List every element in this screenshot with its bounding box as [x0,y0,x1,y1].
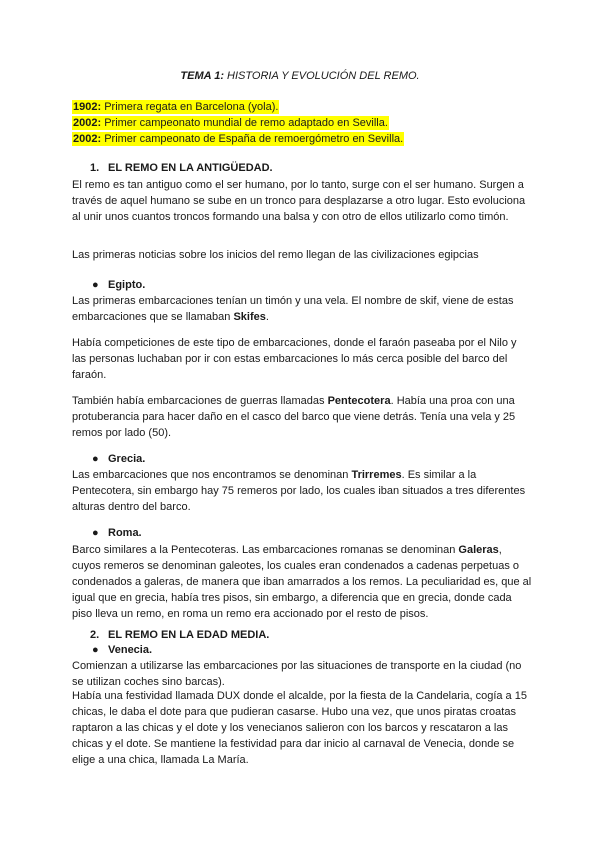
bullet-heading [92,527,142,539]
text-run: . Había una proa con una protuberancia para hacer daño en el casco del barco que viene detrás. Tenía una vela y 25 remos por lado (50). [72,395,516,439]
text-run: También había embarcaciones de guerras llamadas [72,395,328,407]
section-heading [90,629,269,641]
highlight-year: 2002: [73,133,102,145]
document-title [0,70,600,82]
title-text: HISTORIA Y EVOLUCIÓN DEL REMO. [223,70,420,82]
highlight-text: Primer campeonato mundial de remo adaptado en Sevilla. [101,117,388,129]
paragraph: Las primeras noticias sobre los inicios del remo llegan de las civilizaciones egipcias [72,249,479,261]
section-title: EL REMO EN LA EDAD MEDIA. [108,629,270,641]
bullet-title: Venecia. [108,644,153,656]
bold-term: Trirremes [351,469,402,481]
highlight-year: 2002: [73,117,102,129]
section-heading [90,162,273,174]
bullet-title: Grecia. [108,453,146,465]
paragraph [72,293,532,325]
bullet-title: Egipto. [108,279,146,291]
bullet-icon: ● [92,453,99,465]
section-title: EL REMO EN LA ANTIGÜEDAD. [108,162,273,174]
bold-term: Pentecotera [327,395,391,407]
paragraph [72,467,532,515]
bullet-icon: ● [92,527,99,539]
bullet-icon: ● [92,279,99,291]
paragraph: Comienzan a utilizarse las embarcaciones por las situaciones de transporte en la ciudad (no se utilizan coches sino barcas). [72,660,522,688]
highlight-year: 1902: [73,101,102,113]
highlight-line [72,132,404,146]
highlight-text: Primera regata en Barcelona (yola). [101,101,279,113]
highlight-line [72,100,279,114]
bullet-heading [92,279,145,291]
title-prefix: TEMA 1: [180,70,224,82]
bold-term: Skifes [233,311,266,323]
paragraph: Había una festividad llamada DUX donde el alcalde, por la fiesta de la Candelaria, cogía a 15 chicas, le daba el dote para que pudieran casarse. Hubo una vez, que unos piratas croatas raptaron a las chicas y el dote y los venecianos salieron con los barcos y rescataron a las chicas y el dote. Se mantiene la festividad para dar inicio al carnaval de Venecia, donde se elige a una chica, llamada La María. [72,690,527,766]
bullet-heading [92,453,145,465]
text-run: . [265,311,269,323]
text-run: Barco similares a la Pentecoteras. Las embarcaciones romanas se denominan [72,544,459,556]
paragraph [72,393,532,441]
paragraph: Había competiciones de este tipo de embarcaciones, donde el faraón paseaba por el Nilo y las personas luchaban por ir con estas embarcaciones lo más cerca posible del barco del faraón. [72,337,517,381]
bullet-heading [92,644,152,656]
bold-term: Galeras [458,544,499,556]
text-run: Las embarcaciones que nos encontramos se denominan [72,469,352,481]
paragraph: El remo es tan antiguo como el ser humano, por lo tanto, surge con el ser humano. Surgen a través de aquel humano se sube en un tronco para desplazarse a otro lugar. Esto evoluciona al unir unos cuantos troncos formando una balsa y con otro de ellos utilizarlo como timón. [72,179,526,223]
text-run: . Es similar a la Pentecotera, sin embargo hay 75 remeros por lado, los cuales iban situados a tres diferentes alturas dentro del barco. [72,469,526,513]
bullet-title: Roma. [108,527,142,539]
text-run: Las primeras embarcaciones tenían un timón y una vela. El nombre de skif, viene de estas embarcaciones que se llamaban [72,295,514,323]
text-run: , cuyos remeros se denominan galeotes, los cuales eran condenados a cadenas perpetuas o condenados a galeras, de manera que iban amarrados a los remos. La peculiaridad es, que al igual que en grecia, había tres pisos, sin embargo, a diferencia que en grecia, donde cada piso lleva un remo, en roma un remo era accionado por el resto de pisos. [72,544,532,620]
highlight-line [72,116,389,130]
highlight-text: Primer campeonato de España de remoergómetro en Sevilla. [101,133,404,145]
paragraph [72,542,532,622]
bullet-icon: ● [92,644,99,656]
section-number: 1. [90,162,100,174]
section-number: 2. [90,629,100,641]
